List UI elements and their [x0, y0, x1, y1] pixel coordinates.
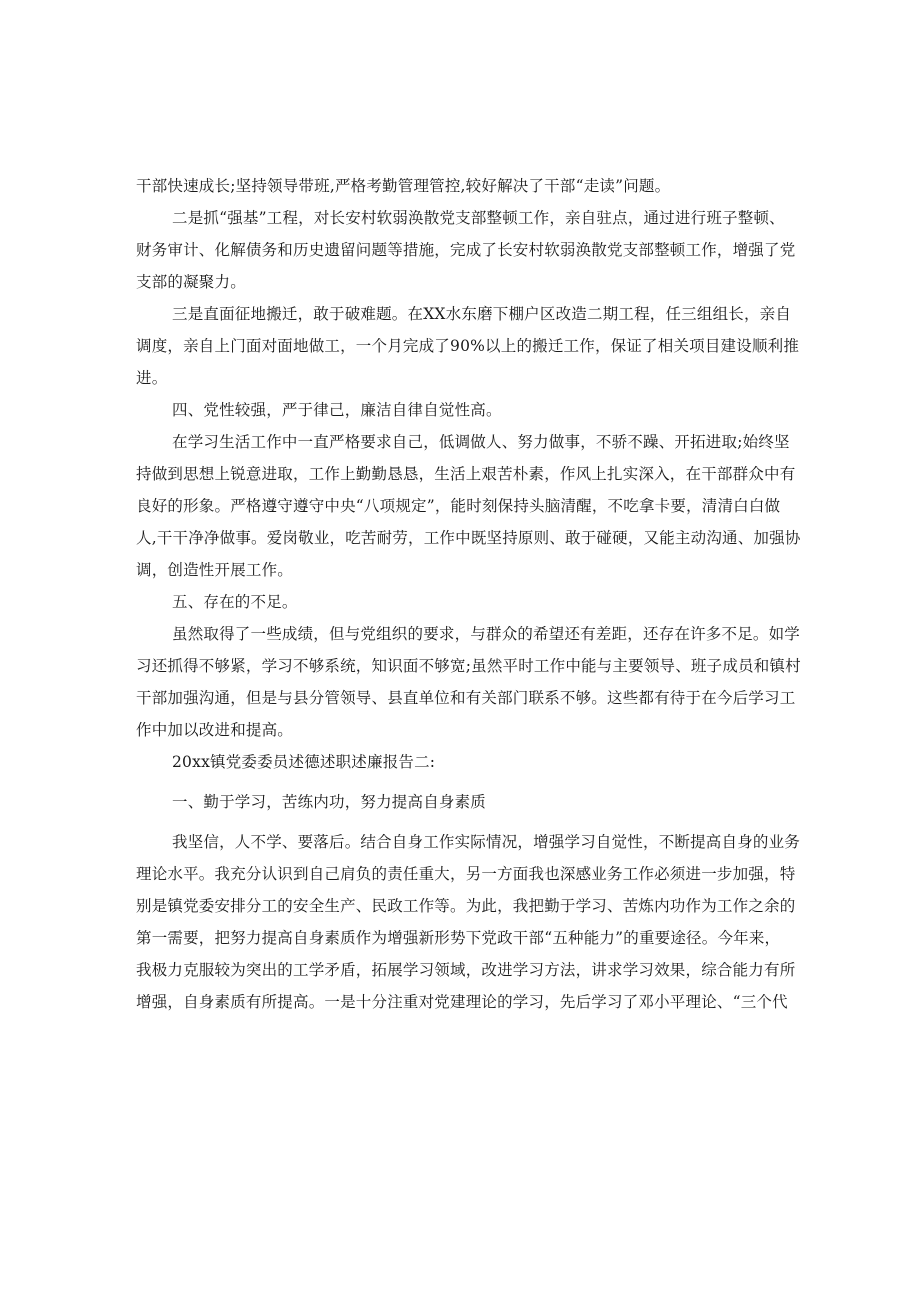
text-line: 持做到思想上锐意进取，工作上勤勤恳恳，生活上艰苦朴素，作风上扎实深入，在干部群众中有	[136, 465, 796, 483]
section-heading: 四、党性较强，严于律己，廉洁自律自觉性高。	[172, 401, 502, 419]
section-heading: 一、勤于学习，苦练内功，努力提高自身素质	[172, 793, 487, 811]
section-heading: 五、存在的不足。	[172, 593, 298, 611]
text-line: 理论水平。我充分认识到自己肩负的责任重大，另一方面我也深感业务工作必须进一步加强，特	[136, 865, 796, 883]
text-line: 调度，亲自上门面对面地做工，一个月完成了90%以上的搬迁工作，保证了相关项目建设顺利推	[136, 337, 800, 355]
text-line: 虽然取得了一些成绩，但与党组织的要求，与群众的希望还有差距，还存在许多不足。如学	[172, 625, 801, 643]
text-line: 干部加强沟通，但是与县分管领导、县直单位和有关部门联系不够。这些都有待于在今后学习工	[136, 689, 796, 707]
text-line: 二是抓“强基”工程，对长安村软弱涣散党支部整顿工作，亲自驻点，通过进行班子整顿、	[172, 209, 785, 227]
text-line: 在学习生活工作中一直严格要求自己，低调做人、努力做事，不骄不躁、开拓进取;始终坚	[172, 433, 790, 451]
text-line: 干部快速成长;坚持领导带班,严格考勤管理管控,较好解决了干部“走读”问题。	[136, 177, 671, 195]
text-line: 作中加以改进和提高。	[136, 721, 294, 739]
text-line: 三是直面征地搬迁，敢于破难题。在XX水东磨下棚户区改造二期工程，任三组组长，亲自	[172, 305, 792, 323]
text-line: 我坚信，人不学、要落后。结合自身工作实际情况，增强学习自觉性，不断提高自身的业务	[172, 833, 801, 851]
text-line: 良好的形象。严格遵守遵守中央“八项规定”，能时刻保持头脑清醒，不吃拿卡要，清清白白做	[136, 497, 781, 515]
text-line: 进。	[136, 369, 168, 387]
document-body	[136, 170, 801, 1018]
text-line: 增强，自身素质有所提高。一是十分注重对党建理论的学习，先后学习了邓小平理论、“三个代	[136, 993, 788, 1011]
text-line: 支部的凝聚力。	[136, 273, 246, 291]
report-title: 20xx镇党委委员述德述职述廉报告二:	[172, 753, 436, 771]
text-line: 财务审计、化解债务和历史遗留问题等措施，完成了长安村软弱涣散党支部整顿工作，增强了党	[136, 241, 796, 259]
text-line: 别是镇党委安排分工的安全生产、民政工作等。为此，我把勤于学习、苦炼内功作为工作之余的	[136, 897, 796, 915]
text-line: 调，创造性开展工作。	[136, 561, 294, 579]
text-line: 第一需要，把努力提高自身素质作为增强新形势下党政干部“五种能力”的重要途径。今年来，	[136, 929, 781, 947]
text-line: 习还抓得不够紧，学习不够系统，知识面不够宽;虽然平时工作中能与主要领导、班子成员和镇村	[136, 657, 801, 675]
text-line: 我极力克服较为突出的工学矛盾，拓展学习领域，改进学习方法，讲求学习效果，综合能力有所	[136, 961, 796, 979]
text-line: 人,干干净净做事。爱岗敬业，吃苦耐劳，工作中既坚持原则、敢于碰硬，又能主动沟通、加强协	[136, 529, 801, 547]
